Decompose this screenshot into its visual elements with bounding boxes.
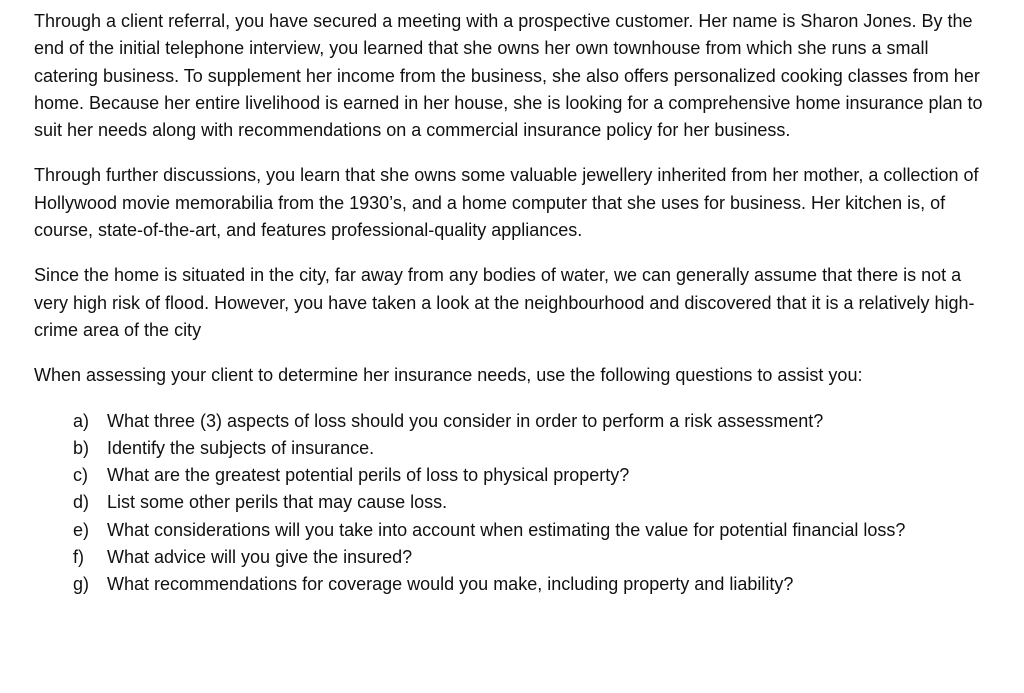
paragraph-further-discussions: Through further discussions, you learn that she owns some valuable jewellery inherited from her mother, a collection of Hollywood movie memorabilia from the 1930’s, and a home computer that she uses for business. Her kitchen is, of course, state-of-the-art, and features professional-quality appliances.	[34, 165, 979, 241]
question-marker: a)	[73, 410, 90, 431]
document-body	[34, 8, 984, 599]
question-item-e	[34, 517, 984, 544]
question-item-a	[34, 408, 984, 435]
question-marker: g)	[73, 574, 90, 595]
question-marker: d)	[73, 492, 90, 513]
question-item-c	[34, 462, 984, 489]
question-marker: e)	[73, 519, 90, 540]
question-text: What considerations will you take into account when estimating the value for potential financial loss?	[107, 519, 906, 540]
question-text: What are the greatest potential perils of loss to physical property?	[107, 465, 630, 486]
question-item-d	[34, 489, 984, 516]
question-text: What advice will you give the insured?	[107, 547, 413, 568]
question-text: List some other perils that may cause loss.	[107, 492, 448, 513]
paragraph-client-referral: Through a client referral, you have secured a meeting with a prospective customer. Her name is Sharon Jones. By the end of the initial telephone interview, you learned that she owns her own townhouse from which she runs a small catering business. To supplement her income from the business, she also offers personalized cooking classes from her home. Because her entire livelihood is earned in her house, she is looking for a comprehensive home insurance plan to suit her needs along with recommendations on a commercial insurance policy for her business.	[34, 11, 983, 141]
question-marker: c)	[73, 465, 88, 486]
question-text: What recommendations for coverage would you make, including property and liability?	[107, 574, 794, 595]
question-marker: f)	[73, 547, 84, 568]
question-item-g	[34, 571, 984, 598]
question-marker: b)	[73, 437, 90, 458]
question-text: Identify the subjects of insurance.	[107, 437, 375, 458]
question-item-b	[34, 435, 984, 462]
question-text: What three (3) aspects of loss should you consider in order to perform a risk assessment?	[107, 410, 824, 431]
question-item-f	[34, 544, 984, 571]
paragraph-assessment-intro: When assessing your client to determine her insurance needs, use the following questions to assist you:	[34, 365, 863, 386]
paragraph-flood-crime-risk: Since the home is situated in the city, far away from any bodies of water, we can generally assume that there is not a very high risk of flood. However, you have taken a look at the neighbourhood and discovered that it is a relatively high-crime area of the city	[34, 265, 975, 340]
question-list	[34, 408, 984, 599]
